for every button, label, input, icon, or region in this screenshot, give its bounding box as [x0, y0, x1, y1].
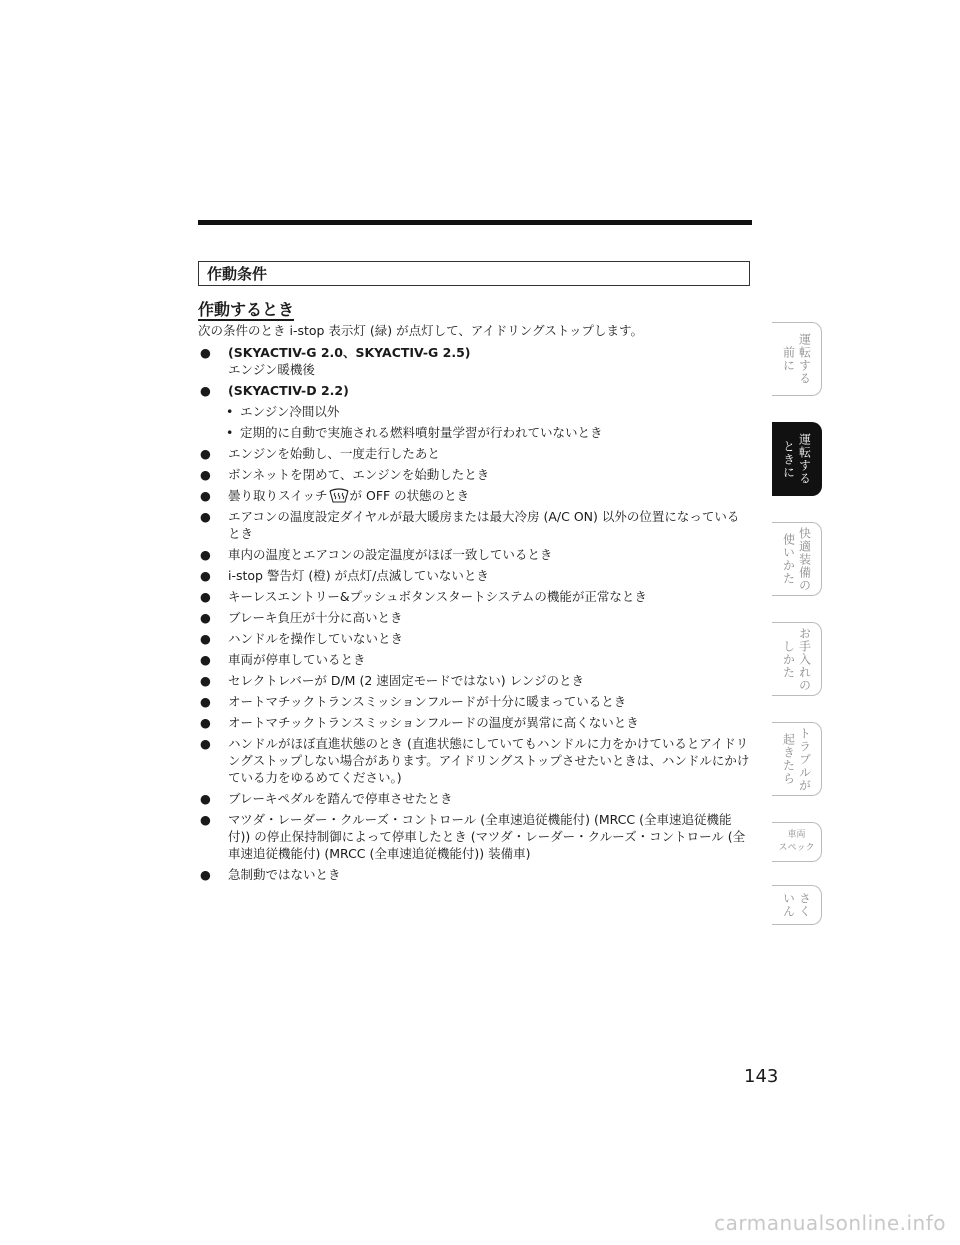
tab-label-line: ときに	[781, 439, 796, 479]
condition-item	[198, 735, 750, 786]
tab-maintenance[interactable]	[772, 622, 822, 696]
section-title: 作動条件	[207, 265, 268, 283]
condition-item	[198, 714, 750, 731]
condition-item-skyactiv-g	[198, 344, 750, 378]
tab-label-line: 運転する	[797, 333, 812, 385]
condition-text: i-stop 警告灯 (橙) が点灯/点滅していないとき	[228, 568, 489, 583]
bullet-icon: ●	[200, 568, 211, 583]
section-title-box	[198, 261, 750, 286]
bullet-icon: ●	[200, 383, 211, 398]
condition-subitem-text: エンジン冷間以外	[240, 404, 340, 419]
bullet-icon: ●	[200, 631, 211, 646]
bullet-icon: ●	[200, 694, 211, 709]
page-number: 143	[744, 1066, 779, 1087]
sub-bullet-icon: •	[226, 404, 234, 419]
condition-subitem-text: 定期的に自動で実施される燃料噴射量学習が行われていないとき	[240, 425, 603, 440]
tab-label-line: さく	[797, 892, 812, 918]
condition-item	[198, 445, 750, 462]
condition-text: キーレスエントリー&プッシュボタンスタートシステムの機能が正常なとき	[228, 589, 647, 604]
condition-text: ブレーキペダルを踏んで停車させたとき	[228, 791, 453, 806]
tab-label-line: お手入れの	[797, 626, 812, 692]
condition-text: エンジンを始動し、一度走行したあと	[228, 446, 440, 461]
bullet-icon: ●	[200, 867, 211, 882]
bullet-icon: ●	[200, 736, 211, 751]
bullet-icon: ●	[200, 509, 211, 524]
condition-item	[198, 466, 750, 483]
bullet-icon: ●	[200, 488, 211, 503]
condition-text: セレクトレバーが D/M (2 速固定モードではない) レンジのとき	[228, 673, 584, 688]
bullet-icon: ●	[200, 547, 211, 562]
tab-label-line: 使いかた	[781, 533, 796, 585]
condition-text: (SKYACTIV-G 2.0、SKYACTIV-G 2.5)	[228, 345, 471, 360]
condition-item	[198, 651, 750, 668]
bullet-icon: ●	[200, 673, 211, 688]
tab-label-line: しかた	[781, 639, 796, 679]
condition-item-skyactiv-d	[198, 382, 750, 399]
bullet-icon: ●	[200, 467, 211, 482]
top-rule	[198, 220, 752, 225]
tab-index[interactable]	[772, 885, 822, 925]
tab-before-driving[interactable]	[772, 322, 822, 396]
condition-text: 急制動ではないとき	[228, 867, 341, 882]
sub-bullet-icon: •	[226, 425, 234, 440]
subheading: 作動するとき	[198, 300, 295, 319]
tab-label-line: 快適装備の	[797, 526, 812, 592]
bullet-icon: ●	[200, 652, 211, 667]
condition-item	[198, 866, 750, 883]
condition-item	[198, 630, 750, 647]
condition-item	[198, 672, 750, 689]
bullet-icon: ●	[200, 446, 211, 461]
tab-specifications[interactable]	[772, 822, 822, 862]
tab-label-line: 運転する	[797, 433, 812, 485]
bullet-icon: ●	[200, 345, 211, 360]
condition-item	[198, 546, 750, 563]
watermark: carmanualsonline.info	[714, 1211, 946, 1235]
condition-item	[198, 609, 750, 626]
condition-item	[198, 693, 750, 710]
condition-subtext: エンジン暖機後	[228, 362, 315, 377]
tab-label-line: 前に	[781, 346, 796, 372]
condition-item	[198, 790, 750, 807]
bullet-icon: ●	[200, 715, 211, 730]
defog-icon	[328, 487, 350, 504]
condition-text: (SKYACTIV-D 2.2)	[228, 383, 349, 398]
condition-text: ブレーキ負圧が十分に高いとき	[228, 610, 403, 625]
condition-text: オートマチックトランスミッションフルードが十分に暖まっているとき	[228, 694, 627, 709]
condition-subitem	[198, 424, 750, 441]
chapter-tabs	[772, 0, 824, 1245]
condition-item	[198, 508, 750, 542]
tab-label-line: いん	[781, 892, 796, 918]
condition-item	[198, 811, 750, 862]
condition-text: ボンネットを閉めて、エンジンを始動したとき	[228, 467, 490, 482]
condition-subitem	[198, 403, 750, 420]
intro-text: 次の条件のとき i-stop 表示灯 (緑) が点灯して、アイドリングストップします。	[198, 323, 644, 338]
condition-item-defog	[198, 487, 750, 504]
tab-label-line: 車両	[787, 830, 806, 840]
content-body	[198, 322, 750, 887]
bullet-icon: ●	[200, 610, 211, 625]
tab-comfort-features[interactable]	[772, 522, 822, 596]
condition-text: オートマチックトランスミッションフルードの温度が異常に高くないとき	[228, 715, 639, 730]
tab-while-driving[interactable]	[772, 422, 822, 496]
bullet-icon: ●	[200, 589, 211, 604]
condition-text: 車両が停車しているとき	[228, 652, 366, 667]
tab-label-line: トラブルが	[797, 726, 812, 792]
condition-text: ハンドルを操作していないとき	[228, 631, 404, 646]
condition-text: 車内の温度とエアコンの設定温度がほぼ一致しているとき	[228, 547, 553, 562]
tab-label-line: スペック	[778, 843, 815, 853]
bullet-icon: ●	[200, 791, 211, 806]
condition-text: 曇り取りスイッチ	[228, 488, 328, 503]
condition-text: マツダ・レーダー・クルーズ・コントロール (全車速追従機能付) (MRCC (全車速追従機能付)) の停止保持制御によって停車したとき (マツダ・レーダー・クルーズ・コントロール (全車速追従機能付) (MRCC (全車速追従機能付)) 装備車)	[228, 812, 746, 861]
condition-text: エアコンの温度設定ダイヤルが最大暖房または最大冷房 (A/C ON) 以外の位置になっているとき	[228, 509, 740, 541]
tab-troubleshooting[interactable]	[772, 722, 822, 796]
condition-item	[198, 588, 750, 605]
condition-text: ハンドルがほぼ直進状態のとき (直進状態にしていてもハンドルに力をかけているとアイドリングストップしない場合があります。アイドリングストップさせたいときは、ハンドルにかけている力をゆるめてください。)	[228, 736, 750, 785]
tab-label-line: 起きたら	[781, 733, 796, 785]
condition-text-after-icon: が OFF の状態のとき	[349, 488, 470, 503]
bullet-icon: ●	[200, 812, 211, 827]
condition-item	[198, 567, 750, 584]
